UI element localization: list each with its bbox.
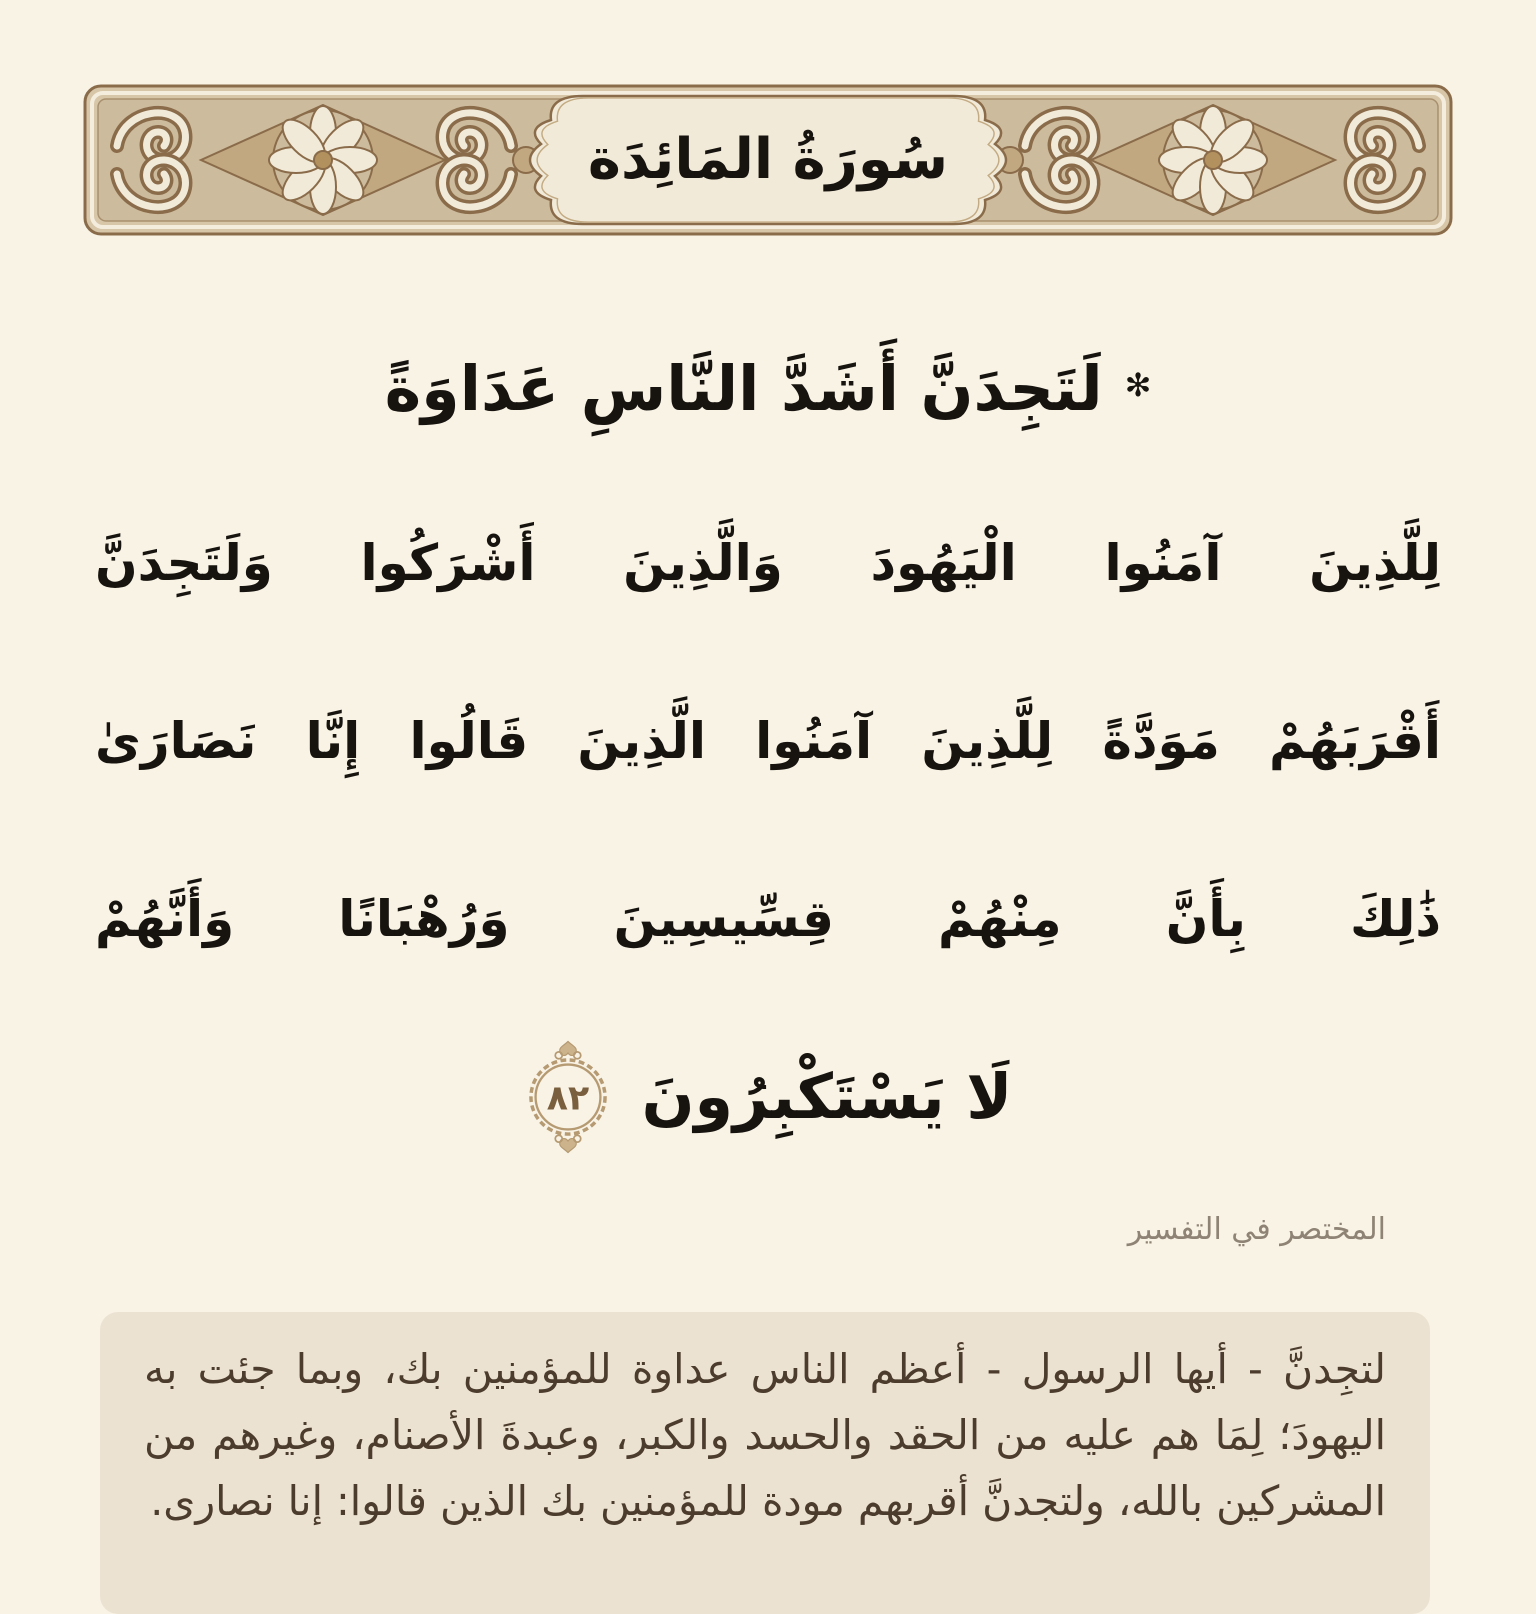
quran-verse-line: لِلَّذِينَ آمَنُوا الْيَهُودَ وَالَّذِينَ أَشْرَكُوا وَلَتَجِدَنَّ	[95, 534, 1441, 592]
surah-header-banner	[83, 84, 1453, 236]
hizb-start-icon: ✻	[1124, 366, 1152, 404]
quran-verse-line	[95, 1008, 1441, 1186]
verse-line-text: لَا يَسْتَكْبِرُونَ	[641, 1060, 1013, 1133]
ayah-number-medallion	[524, 1038, 612, 1156]
quran-verse-line	[95, 296, 1441, 474]
surah-title: سُورَةُ المَائِدَة	[587, 127, 949, 192]
tafsir-source-label: المختصر في التفسير	[1127, 1212, 1386, 1247]
quran-verse-line: أَقْرَبَهُمْ مَوَدَّةً لِلَّذِينَ آمَنُوا الَّذِينَ قَالُوا إِنَّا نَصَارَىٰ	[95, 712, 1441, 770]
tafsir-panel	[100, 1312, 1430, 1614]
quran-verse-line: ذَٰلِكَ بِأَنَّ مِنْهُمْ قِسِّيسِينَ وَرُهْبَانًا وَأَنَّهُمْ	[95, 890, 1441, 948]
verse-block	[95, 296, 1441, 1186]
verse-line-text: لَتَجِدَنَّ أَشَدَّ النَّاسِ عَدَاوَةً	[384, 352, 1103, 425]
ayah-number: ٨٢	[546, 1078, 589, 1119]
tafsir-text: لتجِدنَّ - أيها الرسول - أعظم الناس عداوة للمؤمنين بك، وبما جئت به اليهودَ؛ لِمَا هم عليه من الحقد والحسد والكبر، وعبدةَ الأصنام، وغيرهم من المشركين بالله، ولتجدنَّ أقربهم مودة للمؤمنين بك الذين قالوا: إنا نصارى.	[144, 1345, 1386, 1525]
